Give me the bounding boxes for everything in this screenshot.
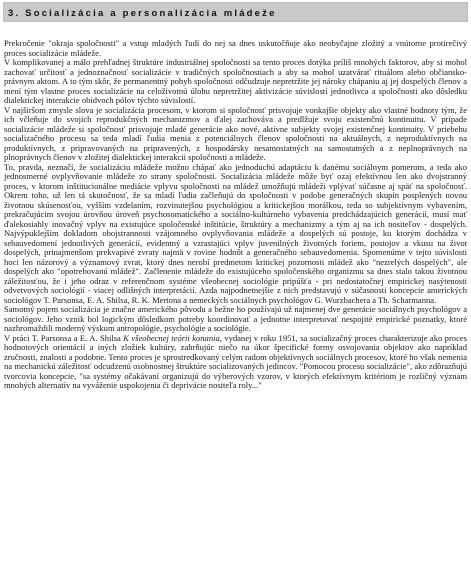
paragraph-text: , vydanej v roku 1951, sa socializačný proces charakterizuje ako proces hodnotových orientácií a iných zložiek kultúry, zahrňujúc niečo na úkor špecifické formy osvojovania objektov ako napríklad zručnosti, znalosti a podobne. Tento proces je sprostredkovaný celým radom objektívnych sociálnych procesov, ktoré ho však nemenia na mechanickú záležitosť odcudzenú osobnostnej štruktúre socializovaných jedincov. "Pomocou procesu socializácie", ako zdôrazňujú tvorcovia koncepcie, "sa systémy očakávaní organizujú do výberových vzorov, v ktorých efektívnym kritériom je rozličný význam mnohých alternatív na vyváženie uspokojenia či deprivácie nositeľa roly..." — [4, 332, 467, 390]
paragraph: To, pravda, neznačí, že socializáciu mládeže možno chápať ako jednoduchú adaptáciu k danému sociálnym pomerom, a teda ako jednosmerné ovplyvňovanie mládeže zo strany spoločnosti. Socializácia mládeže môže byť ozaj efektívnou len ako dvojstranný proces, v ktorom inštitucionálne mediácie vplyvu spoločnosti na mládež umožňujú mládeži vplývať súčasne aj späť na spoločnosť. Okrem toho, už len tá skutočnosť, že sa mladí ľudia začleňujú do spoločnosti v podobe generačných skupín posplených novou životnou skúsenosťou, vyšším vzdelaním, rozvinutejšou psychológiou a kritickejšou morálkou, teda so subjektívnym vybavením, prekračujúcim svojou úrovňou úroveň psychosomatického a sociálno-kultúrneho vybavenia predchádzajúcich generácií, musí mať ďalekosiahly inovačný vplyv na existujúce spoločenské inštitúcie, štruktúry a mechanizmy a tým aj na ich nositeľov - dospelých. Najvýpuklejším dokladom obojstrannosti vzájomného ovplyvňovania mládeže a dospelých sú postoje, ku ktorým dochádza v sebauvedomení jednotlivých generácií, evidentný a vzrastajúci vplyv juvenilných životných foriem, postojov a vkusu na život dospelých, prinajmenšom prekvapivé zvraty najmä v rovine hodnôt a generačného sebauvedomenia. Spomenúme v tejto súvislosti hoci len názorový a významový zvrat, ktorý dnes nerobí predmetom kritickej pozornosti mládež ako "nezrelých dospelých", ale dospelých ako "opotrebovanú mládež". Začlenenie mládeže do existujúceho spoločenského organizmu sa dnes stalo takou životnou záležitosťou, že i jeho odraz v referenčnom systéme všeobecnej sociológie pripúšťa - pri nedostatočnej empirickej nasýtenosti odvetvových sociológií - viacej odlišných interpretácií. Azda najpodnetnejšie z nich predstavujú v súčasnosti koncepcie amerických sociológov T. Parsonsa, E. A. Shilsa, R. K. Mertona a nemeckých sociálnych psychológov G. Wurzbachera a Th. Scharmanna. — [4, 161, 467, 305]
book-title: K všeobecnej teórii konania — [123, 332, 220, 343]
document-body — [4, 39, 467, 391]
paragraph: V najširšom zmysle slova je socializácia procesom, v ktorom si spoločnosť prisvojuje vonkajšie objekty ako vlastné hodnoty tým, že ich včleňuje do svojich reprodukčných mechanizmov a ďalej zachováva a predlžuje svoju existenčnú kontinuitu. V prípade socializácie mládeže si spoločnosť prisvojuje mladé generácie ako nové, aktívne subjekty svojej existenčnej kontinuity. V priebehu socializačného procesu sa teda mladí ľudia menia z potenciálnych členov spoločnosti na aktuálnych, z neproduktívnych na produktívnych, z pripravovaných na pripravených, z hospodársky nesamostatných na samostatných a z neplnoprávnych na plnoprávnych členov v zložitej dialektickej interakcii spoločnosti a mládeže. — [4, 104, 467, 162]
heading-bar — [3, 2, 468, 22]
document-page — [3, 0, 468, 573]
paragraph-text: V práci T. Parsonsa a E. A. Shilsa — [4, 332, 124, 343]
section-heading: 3. Socializácia a personalizácia mládeže — [8, 8, 277, 19]
paragraph: Prekročenie "okraja spoločnosti" a vstup mladých ľudí do nej sa dnes uskutočňuje ako neobyčajne zložitý a vnútorne protirečivý proces socializácie mládeže. — [4, 38, 467, 58]
paragraph: Samotný pojem socializácia je značne amerického pôvodu a bežne ho používajú už najmenej dve generácie sociálnych psychológov a sociológov. Jeho vznik bol logickým dôsledkom potreby koordinovať a jednotne interpretovať nespojité empirické poznatky, ktoré nazhromaždili moderný výskum antropológie, psychológie a sociológie. — [4, 304, 467, 333]
paragraph — [4, 334, 467, 391]
paragraph: V komplikovanej a málo prehľadnej štruktúre industriálnej spoločnosti sa tento proces dotýka príliš mnohých faktorov, aby si mohol zachovať určitosť a jednoznačnosť socializácie v tradičných spoločnostiach a aby sa mohol uzatvárať rituálom alebo občiansko-právnym aktom. A to tým skôr, že permanentný pohyb spoločnosti odčudzuje nepretržite jej nároky chápaniu aj jej dospelých členov a mení tým vlastne proces socializácie na celoživotnú úlohu nepretržitej aktivizácie súvislostí jednotlivca a spoločnosti ako dôsledku dialektickej interakcie obidvoch pólov týchto súvislostí. — [4, 57, 467, 105]
